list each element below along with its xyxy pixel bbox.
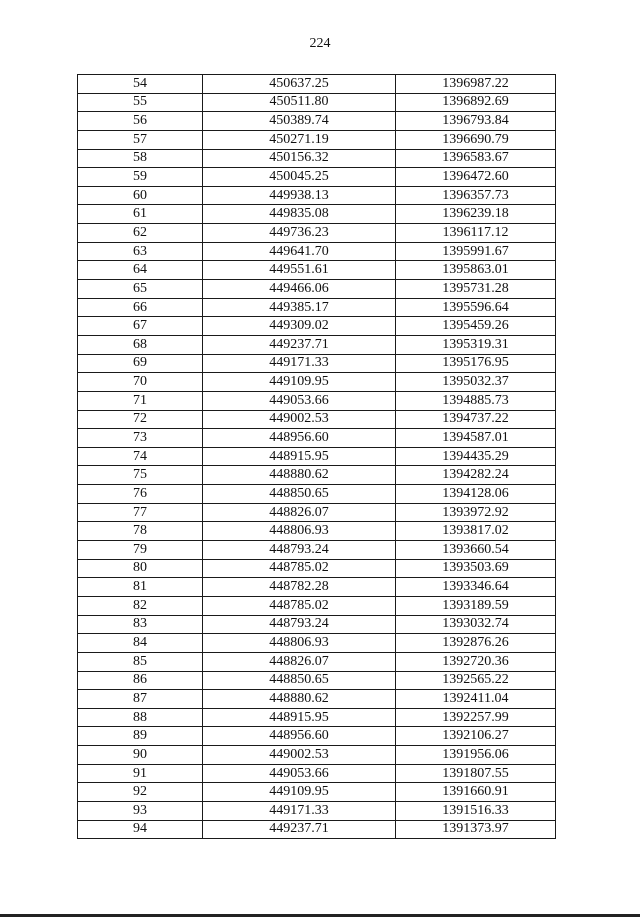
x-coordinate-cell: 449835.08 — [203, 205, 396, 224]
point-number-cell: 78 — [78, 522, 203, 541]
x-coordinate-cell: 448850.65 — [203, 671, 396, 690]
table-row — [78, 93, 556, 112]
x-coordinate-cell: 449466.06 — [203, 280, 396, 299]
table-row — [78, 522, 556, 541]
x-coordinate-cell: 449002.53 — [203, 410, 396, 429]
point-number-cell: 60 — [78, 186, 203, 205]
y-coordinate-cell: 1396987.22 — [396, 75, 556, 94]
y-coordinate-cell: 1395731.28 — [396, 280, 556, 299]
x-coordinate-cell: 448806.93 — [203, 522, 396, 541]
x-coordinate-cell: 449171.33 — [203, 354, 396, 373]
y-coordinate-cell: 1392106.27 — [396, 727, 556, 746]
table-row — [78, 112, 556, 131]
y-coordinate-cell: 1393503.69 — [396, 559, 556, 578]
table-row — [78, 485, 556, 504]
point-number-cell: 61 — [78, 205, 203, 224]
y-coordinate-cell: 1392257.99 — [396, 708, 556, 727]
point-number-cell: 55 — [78, 93, 203, 112]
y-coordinate-cell: 1394282.24 — [396, 466, 556, 485]
point-number-cell: 65 — [78, 280, 203, 299]
table-row — [78, 429, 556, 448]
coordinates-table — [77, 74, 556, 839]
x-coordinate-cell: 450156.32 — [203, 149, 396, 168]
y-coordinate-cell: 1393817.02 — [396, 522, 556, 541]
y-coordinate-cell: 1391373.97 — [396, 820, 556, 839]
x-coordinate-cell: 448956.60 — [203, 727, 396, 746]
table-row — [78, 317, 556, 336]
point-number-cell: 84 — [78, 634, 203, 653]
x-coordinate-cell: 449171.33 — [203, 801, 396, 820]
table-row — [78, 727, 556, 746]
point-number-cell: 91 — [78, 764, 203, 783]
x-coordinate-cell: 449053.66 — [203, 764, 396, 783]
table-row — [78, 615, 556, 634]
point-number-cell: 62 — [78, 224, 203, 243]
y-coordinate-cell: 1395176.95 — [396, 354, 556, 373]
x-coordinate-cell: 449551.61 — [203, 261, 396, 280]
point-number-cell: 74 — [78, 447, 203, 466]
x-coordinate-cell: 449109.95 — [203, 373, 396, 392]
y-coordinate-cell: 1393032.74 — [396, 615, 556, 634]
point-number-cell: 86 — [78, 671, 203, 690]
table-row — [78, 373, 556, 392]
table-row — [78, 130, 556, 149]
x-coordinate-cell: 448880.62 — [203, 690, 396, 709]
y-coordinate-cell: 1394435.29 — [396, 447, 556, 466]
x-coordinate-cell: 449002.53 — [203, 746, 396, 765]
table-row — [78, 335, 556, 354]
point-number-cell: 66 — [78, 298, 203, 317]
x-coordinate-cell: 450637.25 — [203, 75, 396, 94]
table-row — [78, 503, 556, 522]
x-coordinate-cell: 449641.70 — [203, 242, 396, 261]
point-number-cell: 85 — [78, 652, 203, 671]
x-coordinate-cell: 449237.71 — [203, 820, 396, 839]
x-coordinate-cell: 448785.02 — [203, 596, 396, 615]
y-coordinate-cell: 1394885.73 — [396, 391, 556, 410]
x-coordinate-cell: 448826.07 — [203, 652, 396, 671]
x-coordinate-cell: 449053.66 — [203, 391, 396, 410]
coordinates-table-body — [78, 75, 556, 839]
y-coordinate-cell: 1395032.37 — [396, 373, 556, 392]
y-coordinate-cell: 1395991.67 — [396, 242, 556, 261]
x-coordinate-cell: 448785.02 — [203, 559, 396, 578]
y-coordinate-cell: 1392411.04 — [396, 690, 556, 709]
table-row — [78, 820, 556, 839]
y-coordinate-cell: 1395319.31 — [396, 335, 556, 354]
x-coordinate-cell: 449385.17 — [203, 298, 396, 317]
table-row — [78, 75, 556, 94]
table-row — [78, 596, 556, 615]
table-row — [78, 559, 556, 578]
table-row — [78, 466, 556, 485]
point-number-cell: 69 — [78, 354, 203, 373]
y-coordinate-cell: 1396357.73 — [396, 186, 556, 205]
x-coordinate-cell: 448880.62 — [203, 466, 396, 485]
table-row — [78, 149, 556, 168]
y-coordinate-cell: 1393972.92 — [396, 503, 556, 522]
table-row — [78, 690, 556, 709]
x-coordinate-cell: 448806.93 — [203, 634, 396, 653]
point-number-cell: 64 — [78, 261, 203, 280]
point-number-cell: 54 — [78, 75, 203, 94]
x-coordinate-cell: 448782.28 — [203, 578, 396, 597]
point-number-cell: 82 — [78, 596, 203, 615]
point-number-cell: 88 — [78, 708, 203, 727]
x-coordinate-cell: 450045.25 — [203, 168, 396, 187]
y-coordinate-cell: 1391956.06 — [396, 746, 556, 765]
table-row — [78, 410, 556, 429]
table-row — [78, 242, 556, 261]
point-number-cell: 73 — [78, 429, 203, 448]
y-coordinate-cell: 1395863.01 — [396, 261, 556, 280]
x-coordinate-cell: 449109.95 — [203, 783, 396, 802]
table-row — [78, 205, 556, 224]
coordinates-table-container — [77, 74, 555, 839]
point-number-cell: 87 — [78, 690, 203, 709]
y-coordinate-cell: 1396793.84 — [396, 112, 556, 131]
point-number-cell: 70 — [78, 373, 203, 392]
y-coordinate-cell: 1394737.22 — [396, 410, 556, 429]
point-number-cell: 76 — [78, 485, 203, 504]
point-number-cell: 57 — [78, 130, 203, 149]
y-coordinate-cell: 1392720.36 — [396, 652, 556, 671]
y-coordinate-cell: 1391807.55 — [396, 764, 556, 783]
point-number-cell: 63 — [78, 242, 203, 261]
table-row — [78, 354, 556, 373]
point-number-cell: 81 — [78, 578, 203, 597]
table-row — [78, 764, 556, 783]
point-number-cell: 56 — [78, 112, 203, 131]
y-coordinate-cell: 1395459.26 — [396, 317, 556, 336]
table-row — [78, 186, 556, 205]
y-coordinate-cell: 1396117.12 — [396, 224, 556, 243]
table-row — [78, 634, 556, 653]
point-number-cell: 94 — [78, 820, 203, 839]
point-number-cell: 75 — [78, 466, 203, 485]
x-coordinate-cell: 449237.71 — [203, 335, 396, 354]
y-coordinate-cell: 1393189.59 — [396, 596, 556, 615]
point-number-cell: 89 — [78, 727, 203, 746]
x-coordinate-cell: 449309.02 — [203, 317, 396, 336]
x-coordinate-cell: 449938.13 — [203, 186, 396, 205]
y-coordinate-cell: 1392876.26 — [396, 634, 556, 653]
y-coordinate-cell: 1391660.91 — [396, 783, 556, 802]
point-number-cell: 68 — [78, 335, 203, 354]
y-coordinate-cell: 1396690.79 — [396, 130, 556, 149]
y-coordinate-cell: 1394587.01 — [396, 429, 556, 448]
y-coordinate-cell: 1392565.22 — [396, 671, 556, 690]
table-row — [78, 168, 556, 187]
table-row — [78, 280, 556, 299]
table-row — [78, 261, 556, 280]
x-coordinate-cell: 448793.24 — [203, 615, 396, 634]
table-row — [78, 447, 556, 466]
point-number-cell: 59 — [78, 168, 203, 187]
point-number-cell: 83 — [78, 615, 203, 634]
x-coordinate-cell: 448826.07 — [203, 503, 396, 522]
y-coordinate-cell: 1395596.64 — [396, 298, 556, 317]
table-row — [78, 391, 556, 410]
x-coordinate-cell: 450271.19 — [203, 130, 396, 149]
point-number-cell: 93 — [78, 801, 203, 820]
table-row — [78, 652, 556, 671]
table-row — [78, 783, 556, 802]
y-coordinate-cell: 1396583.67 — [396, 149, 556, 168]
y-coordinate-cell: 1391516.33 — [396, 801, 556, 820]
page-number: 224 — [309, 36, 331, 51]
point-number-cell: 79 — [78, 541, 203, 560]
table-row — [78, 671, 556, 690]
point-number-cell: 72 — [78, 410, 203, 429]
y-coordinate-cell: 1396472.60 — [396, 168, 556, 187]
x-coordinate-cell: 448915.95 — [203, 447, 396, 466]
y-coordinate-cell: 1393346.64 — [396, 578, 556, 597]
table-row — [78, 578, 556, 597]
point-number-cell: 80 — [78, 559, 203, 578]
y-coordinate-cell: 1393660.54 — [396, 541, 556, 560]
x-coordinate-cell: 449736.23 — [203, 224, 396, 243]
table-row — [78, 708, 556, 727]
x-coordinate-cell: 448793.24 — [203, 541, 396, 560]
point-number-cell: 71 — [78, 391, 203, 410]
point-number-cell: 90 — [78, 746, 203, 765]
x-coordinate-cell: 450389.74 — [203, 112, 396, 131]
x-coordinate-cell: 448915.95 — [203, 708, 396, 727]
table-row — [78, 541, 556, 560]
y-coordinate-cell: 1394128.06 — [396, 485, 556, 504]
table-row — [78, 224, 556, 243]
point-number-cell: 77 — [78, 503, 203, 522]
y-coordinate-cell: 1396239.18 — [396, 205, 556, 224]
table-row — [78, 746, 556, 765]
y-coordinate-cell: 1396892.69 — [396, 93, 556, 112]
table-row — [78, 298, 556, 317]
x-coordinate-cell: 448956.60 — [203, 429, 396, 448]
point-number-cell: 92 — [78, 783, 203, 802]
point-number-cell: 67 — [78, 317, 203, 336]
table-row — [78, 801, 556, 820]
x-coordinate-cell: 450511.80 — [203, 93, 396, 112]
x-coordinate-cell: 448850.65 — [203, 485, 396, 504]
point-number-cell: 58 — [78, 149, 203, 168]
